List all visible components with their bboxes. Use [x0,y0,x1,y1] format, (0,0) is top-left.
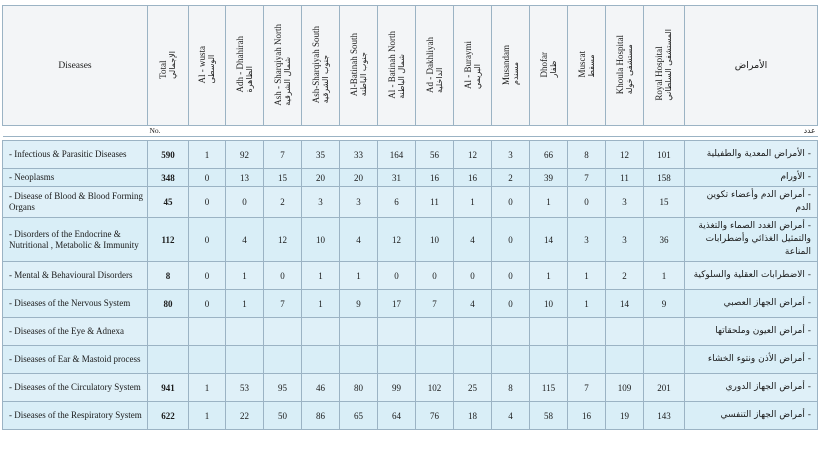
value-cell: 2 [492,169,530,187]
disease-name-ar: - أمراض الجهاز العصبي [685,290,818,318]
value-cell: 1 [189,141,226,169]
value-cell: 0 [568,187,606,218]
value-cell: 19 [606,402,644,430]
value-cell: 143 [644,402,685,430]
value-cell: 7 [264,141,302,169]
header-royal-hospital: Royal Hospital المستشفى السلطاني [644,6,685,126]
disease-name-ar: - أمراض الجهاز التنفسي [685,402,818,430]
total-cell: 8 [148,262,189,290]
value-cell: 66 [530,141,568,169]
value-cell: 14 [530,218,568,262]
total-cell: 941 [148,374,189,402]
value-cell: 3 [606,187,644,218]
value-cell: 4 [492,402,530,430]
table-row [3,141,818,169]
header-buraymi: Al - Buraymi البريمي [454,6,492,126]
header-musandam: Musandam مسندم [492,6,530,126]
value-cell: 1 [189,374,226,402]
value-cell: 50 [264,402,302,430]
table-row [3,346,818,374]
value-cell [226,346,264,374]
header-muscat: Muscat مسقط [568,6,606,126]
value-cell: 1 [568,290,606,318]
value-cell: 53 [226,374,264,402]
value-cell: 7 [416,290,454,318]
value-cell: 7 [264,290,302,318]
value-cell: 58 [530,402,568,430]
value-cell: 35 [302,141,340,169]
header-batinah-north: Al - Batinah North شمال الباطنة [378,6,416,126]
value-cell: 102 [416,374,454,402]
table-row [3,290,818,318]
value-cell: 0 [189,290,226,318]
value-cell: 3 [606,218,644,262]
value-cell: 95 [264,374,302,402]
total-cell: 112 [148,218,189,262]
value-cell: 1 [530,262,568,290]
units-row [3,126,818,137]
value-cell: 10 [530,290,568,318]
value-cell: 9 [644,290,685,318]
value-cell: 13 [226,169,264,187]
value-cell: 115 [530,374,568,402]
value-cell: 12 [454,141,492,169]
value-cell [189,318,226,346]
disease-name-ar: - أمراض العيون وملحقاتها [685,318,818,346]
table-row [3,218,818,262]
value-cell: 16 [416,169,454,187]
value-cell [644,346,685,374]
header-dakhliyah: Ad - Dakhliyah الداخلية [416,6,454,126]
disease-name-ar: - الاضطرابات العقلية والسلوكية [685,262,818,290]
value-cell: 39 [530,169,568,187]
value-cell: 7 [568,374,606,402]
disease-name-en: - Diseases of the Respiratory System [3,402,148,430]
value-cell: 8 [492,374,530,402]
disease-name-ar: - الأمراض المعدية والطفيلية [685,141,818,169]
value-cell: 3 [492,141,530,169]
value-cell: 0 [264,262,302,290]
value-cell: 20 [340,169,378,187]
value-cell [378,318,416,346]
value-cell [302,346,340,374]
total-cell [148,318,189,346]
value-cell: 3 [568,218,606,262]
header-row [3,6,818,126]
header-total: Total الإجمالي [148,6,189,126]
value-cell: 33 [340,141,378,169]
header-sharqiyah-south: Ash-Sharqiyah South جنوب الشرقية [302,6,340,126]
value-cell [264,318,302,346]
disease-name-ar: - أمراض الأذن ونتوء الخشاء [685,346,818,374]
value-cell [340,318,378,346]
value-cell: 86 [302,402,340,430]
value-cell [189,346,226,374]
value-cell: 76 [416,402,454,430]
value-cell [568,318,606,346]
value-cell: 0 [189,187,226,218]
total-cell: 80 [148,290,189,318]
value-cell [416,346,454,374]
value-cell: 4 [340,218,378,262]
value-cell: 1 [189,402,226,430]
value-cell: 56 [416,141,454,169]
value-cell: 12 [264,218,302,262]
value-cell [378,346,416,374]
value-cell: 201 [644,374,685,402]
value-cell: 92 [226,141,264,169]
value-cell: 1 [226,290,264,318]
table-row [3,374,818,402]
disease-statistics-table [2,5,818,430]
value-cell: 36 [644,218,685,262]
header-diseases-ar: الأمراض [685,6,818,126]
value-cell [644,318,685,346]
value-cell [264,346,302,374]
value-cell: 80 [340,374,378,402]
disease-name-en: - Disease of Blood & Blood Forming Organs [3,187,148,218]
disease-name-en: - Diseases of Ear & Mastoid process [3,346,148,374]
total-cell: 348 [148,169,189,187]
units-label-ar: عدد [685,126,818,137]
disease-name-en: - Mental & Behavioural Disorders [3,262,148,290]
value-cell [606,346,644,374]
header-batinah-south: Al-Batinah South جنوب الباطنة [340,6,378,126]
value-cell: 11 [416,187,454,218]
value-cell: 0 [226,187,264,218]
value-cell: 1 [340,262,378,290]
value-cell: 31 [378,169,416,187]
header-al-wusta: Al - wusta الوسطى [189,6,226,126]
value-cell: 0 [492,218,530,262]
value-cell: 4 [454,290,492,318]
value-cell: 0 [492,187,530,218]
value-cell: 109 [606,374,644,402]
table-row [3,262,818,290]
total-cell: 590 [148,141,189,169]
value-cell: 25 [454,374,492,402]
total-cell [148,346,189,374]
table-row [3,318,818,346]
value-cell: 2 [606,262,644,290]
value-cell: 65 [340,402,378,430]
units-label-en: No. [148,126,189,137]
value-cell: 0 [416,262,454,290]
value-cell [606,318,644,346]
value-cell: 1 [644,262,685,290]
disease-name-ar: - أمراض الجهاز الدوري [685,374,818,402]
value-cell: 1 [530,187,568,218]
value-cell [492,318,530,346]
value-cell: 101 [644,141,685,169]
value-cell: 17 [378,290,416,318]
value-cell: 12 [606,141,644,169]
value-cell: 0 [189,169,226,187]
value-cell [530,346,568,374]
value-cell: 0 [378,262,416,290]
value-cell: 1 [568,262,606,290]
value-cell: 0 [492,290,530,318]
value-cell: 4 [454,218,492,262]
value-cell: 8 [568,141,606,169]
header-dhofar: Dhofar ظفار [530,6,568,126]
disease-name-ar: - أمراض الدم وأعضاء تكوين الدم [685,187,818,218]
value-cell: 12 [378,218,416,262]
value-cell: 64 [378,402,416,430]
value-cell: 1 [226,262,264,290]
value-cell: 99 [378,374,416,402]
value-cell [454,318,492,346]
value-cell: 15 [264,169,302,187]
table-row [3,187,818,218]
total-cell: 622 [148,402,189,430]
value-cell: 20 [302,169,340,187]
value-cell: 4 [226,218,264,262]
disease-statistics-table-frame [2,5,816,465]
value-cell: 16 [568,402,606,430]
value-cell: 0 [454,262,492,290]
value-cell: 14 [606,290,644,318]
value-cell: 9 [340,290,378,318]
value-cell: 0 [492,262,530,290]
value-cell [340,346,378,374]
disease-name-en: - Diseases of the Nervous System [3,290,148,318]
value-cell: 158 [644,169,685,187]
value-cell: 16 [454,169,492,187]
value-cell: 22 [226,402,264,430]
total-cell: 45 [148,187,189,218]
value-cell: 2 [264,187,302,218]
value-cell: 164 [378,141,416,169]
value-cell [416,318,454,346]
disease-name-ar: - الأورام [685,169,818,187]
value-cell: 15 [644,187,685,218]
value-cell [226,318,264,346]
value-cell [492,346,530,374]
value-cell: 46 [302,374,340,402]
value-cell [568,346,606,374]
value-cell [454,346,492,374]
header-diseases-en: Diseases [3,6,148,126]
value-cell: 18 [454,402,492,430]
disease-name-en: - Disorders of the Endocrine & Nutritional , Metabolic & Immunity [3,218,148,262]
value-cell: 11 [606,169,644,187]
header-sharqiyah-north: Ash - Sharqiyah North شمال الشرقية [264,6,302,126]
value-cell: 1 [454,187,492,218]
disease-name-en: - Diseases of the Eye & Adnexa [3,318,148,346]
disease-name-ar: - أمراض الغدد الصماء والتغذية والتمثيل الغذائي وأضطرابات المناعة [685,218,818,262]
value-cell: 7 [568,169,606,187]
disease-name-en: - Diseases of the Circulatory System [3,374,148,402]
header-khoula-hospital: Khoula Hospital مستشفى خولة [606,6,644,126]
disease-name-en: - Neoplasms [3,169,148,187]
value-cell [530,318,568,346]
value-cell [302,318,340,346]
value-cell: 0 [189,262,226,290]
value-cell: 6 [378,187,416,218]
table-row [3,169,818,187]
value-cell: 1 [302,262,340,290]
value-cell: 3 [340,187,378,218]
table-row [3,402,818,430]
value-cell: 1 [302,290,340,318]
value-cell: 0 [189,218,226,262]
value-cell: 10 [302,218,340,262]
disease-name-en: - Infectious & Parasitic Diseases [3,141,148,169]
header-adh-dhahirah: Adh - Dhahirah الظاهرة [226,6,264,126]
value-cell: 3 [302,187,340,218]
value-cell: 10 [416,218,454,262]
